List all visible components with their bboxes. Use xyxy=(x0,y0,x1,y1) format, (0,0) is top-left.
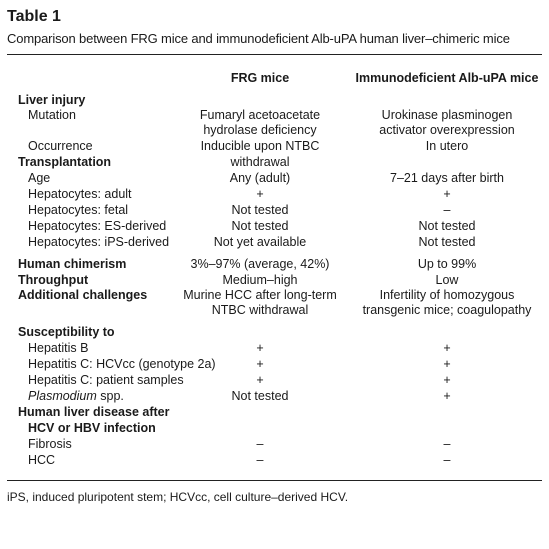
row-label: Hepatitis C: HCVcc (genotype 2a) xyxy=(28,357,216,371)
frg-cell: Not tested xyxy=(231,219,289,233)
section-row xyxy=(0,92,549,108)
alb-cell: – xyxy=(443,437,451,451)
frg-cell: Fumaryl acetoacetate hydrolase deficiency xyxy=(199,108,321,137)
alb-cell: – xyxy=(443,203,451,217)
alb-cell: 7–21 days after birth xyxy=(390,171,504,185)
section-label-cont: HCV or HBV infection xyxy=(28,421,156,435)
frg-cell: Medium–high xyxy=(222,273,298,287)
table-row xyxy=(0,218,549,234)
header-frg: FRG mice xyxy=(230,71,290,85)
alb-cell: Urokinase plasminogen activator overexpression xyxy=(379,108,515,137)
alb-cell: + xyxy=(443,373,451,387)
row-label: Age xyxy=(28,171,51,185)
frg-cell: Not yet available xyxy=(213,235,307,249)
alb-cell: + xyxy=(443,341,451,355)
table-row xyxy=(0,256,549,272)
row-label: Fibrosis xyxy=(28,437,72,451)
row-label xyxy=(28,388,124,404)
frg-cell: 3%–97% (average, 42%) xyxy=(190,257,330,271)
section-row xyxy=(0,154,549,170)
row-label: Hepatocytes: fetal xyxy=(28,203,129,217)
row-label-rest: spp. xyxy=(96,389,124,403)
row-label: Hepatocytes: ES-derived xyxy=(28,219,167,233)
row-label: Hepatitis C: patient samples xyxy=(28,373,184,387)
comparison-table xyxy=(0,62,549,468)
section-row xyxy=(0,324,549,340)
table-title: Table 1 xyxy=(7,8,61,25)
section-label: Liver injury xyxy=(18,93,86,107)
section-row xyxy=(0,420,549,436)
table-row xyxy=(0,452,549,468)
frg-cell: Inducible upon NTBC withdrawal xyxy=(200,139,320,169)
table-row xyxy=(0,436,549,452)
row-label: Human chimerism xyxy=(18,257,127,271)
alb-cell: Infertility of homozygous transgenic mice; coagulopathy xyxy=(362,288,532,317)
section-label: Transplantation xyxy=(18,155,112,169)
frg-cell: + xyxy=(256,341,264,355)
top-rule xyxy=(7,54,542,55)
row-label: Occurrence xyxy=(28,139,93,153)
table-row xyxy=(0,372,549,388)
frg-cell: + xyxy=(256,357,264,371)
table-row xyxy=(0,288,549,318)
row-label-italic: Plasmodium xyxy=(28,389,97,403)
frg-cell: Not tested xyxy=(231,389,289,403)
alb-cell: + xyxy=(443,357,451,371)
table-row xyxy=(0,170,549,186)
alb-cell: + xyxy=(443,389,451,403)
table-row xyxy=(0,186,549,202)
row-label: Throughput xyxy=(18,273,89,287)
alb-cell: In utero xyxy=(425,139,469,153)
section-label: Human liver disease after xyxy=(18,405,170,419)
frg-cell: Murine HCC after long-term NTBC withdrawal xyxy=(183,288,337,317)
row-label: Hepatocytes: adult xyxy=(28,187,132,201)
frg-cell: Not tested xyxy=(231,203,289,217)
frg-cell: – xyxy=(256,437,264,451)
row-label: Mutation xyxy=(28,108,76,122)
alb-cell: Low xyxy=(435,273,459,287)
table-footnote: iPS, induced pluripotent stem; HCVcc, cell culture–derived HCV. xyxy=(7,490,349,504)
header-alb: Immunodeficient Alb-uPA mice xyxy=(355,71,539,85)
bottom-rule xyxy=(7,480,542,481)
section-label: Susceptibility to xyxy=(18,325,115,339)
alb-cell: – xyxy=(443,453,451,467)
row-label: HCC xyxy=(28,453,56,467)
table-caption: Comparison between FRG mice and immunodeficient Alb-uPA human liver–chimeric mice xyxy=(7,31,510,46)
frg-cell: – xyxy=(256,453,264,467)
row-label: Hepatitis B xyxy=(28,341,89,355)
table-row xyxy=(0,388,549,404)
section-row xyxy=(0,404,549,420)
table-row xyxy=(0,108,549,138)
alb-cell: Up to 99% xyxy=(417,257,477,271)
frg-cell: Any (adult) xyxy=(229,171,291,185)
header-row xyxy=(0,70,549,86)
table-row xyxy=(0,356,549,372)
table-row xyxy=(0,202,549,218)
row-label: Hepatocytes: iPS-derived xyxy=(28,235,170,249)
frg-cell: + xyxy=(256,373,264,387)
table-row xyxy=(0,272,549,288)
alb-cell: Not tested xyxy=(418,219,476,233)
table-row xyxy=(0,234,549,250)
row-label: Additional challenges xyxy=(18,288,148,302)
alb-cell: + xyxy=(443,187,451,201)
table-row xyxy=(0,340,549,356)
frg-cell: + xyxy=(256,187,264,201)
alb-cell: Not tested xyxy=(418,235,476,249)
